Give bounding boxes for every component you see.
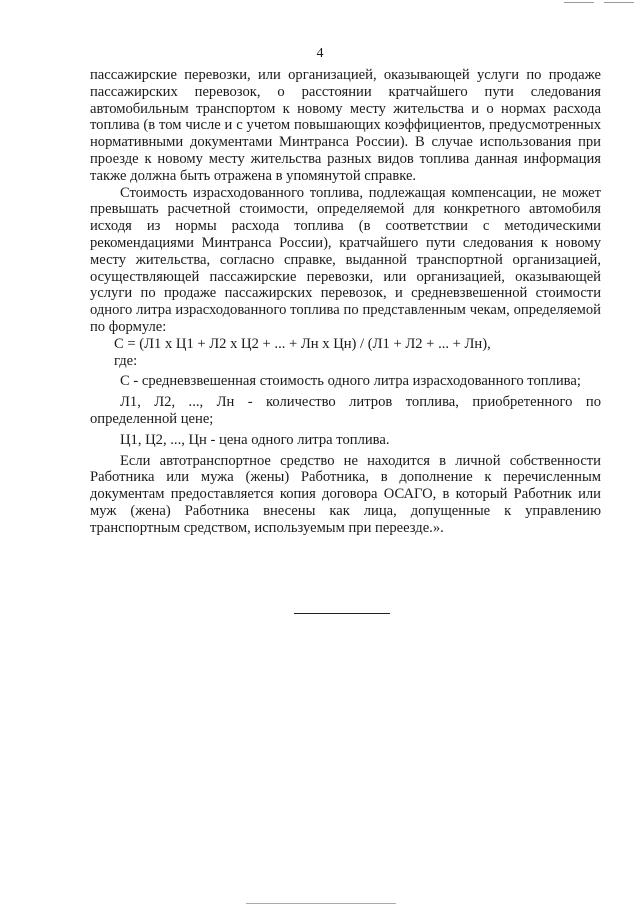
end-divider-line: [294, 613, 390, 614]
formula-where-label: где:: [114, 352, 138, 369]
paragraph-fuel-cost: Стоимость израсходованного топлива, подлежащая компенсации, не может превышать расчетной стоимости, определяемой для конкретного автомобиля исходя из нормы расхода топлива (в соответствии с методическими рекомендациями Минтранса России), кратчайшего пути следования к новому месту жительства, согласно справке, выданной транспортной организацией, осуществляющей пассажирские перевозки, или организацией, оказывающей услуги по продаже пассажирских перевозок, и средневзвешенной стоимости одного литра израсходованного топлива по представленным чекам, определяемой по формуле:: [90, 184, 601, 335]
definition-ts: Ц1, Ц2, ..., Цн - цена одного литра топлива.: [120, 431, 390, 448]
formula: С = (Л1 х Ц1 + Л2 х Ц2 + ... + Лн х Цн) / (Л1 + Л2 + ... + Лн),: [114, 335, 491, 352]
paragraph-osago: Если автотранспортное средство не находится в личной собственности Работника или мужа (жены) Работника, в дополнение к перечисленным документам предоставляется копия договора ОСАГО, в который Работник или муж (жена) Работника внесены как лица, допущенные к управлению транспортным средством, используемым при переезде.».: [90, 452, 601, 536]
page-number: 4: [316, 46, 324, 61]
scan-artifact-bottom-line: [246, 903, 396, 904]
definition-l: Л1, Л2, ..., Лн - количество литров топлива, приобретенного по определенной цене;: [90, 394, 601, 427]
paragraph-continuation: пассажирские перевозки, или организацией, оказывающей услуги по продаже пассажирских перевозок, о расстоянии кратчайшего пути следования автомобильным транспортом к новому месту жительства и о нормах расхода топлива (в том числе и с учетом повышающих коэффициентов, предусмотренных нормативными документами Минтранса России). В случае использования при проезде к новому месту жительства разных видов топлива данная информация также должна быть отражена в упомянутой справке.: [90, 67, 601, 184]
definition-c: С - средневзвешенная стоимость одного литра израсходованного топлива;: [120, 373, 581, 390]
scan-artifact-marks: [560, 0, 640, 6]
document-body: [90, 67, 601, 537]
